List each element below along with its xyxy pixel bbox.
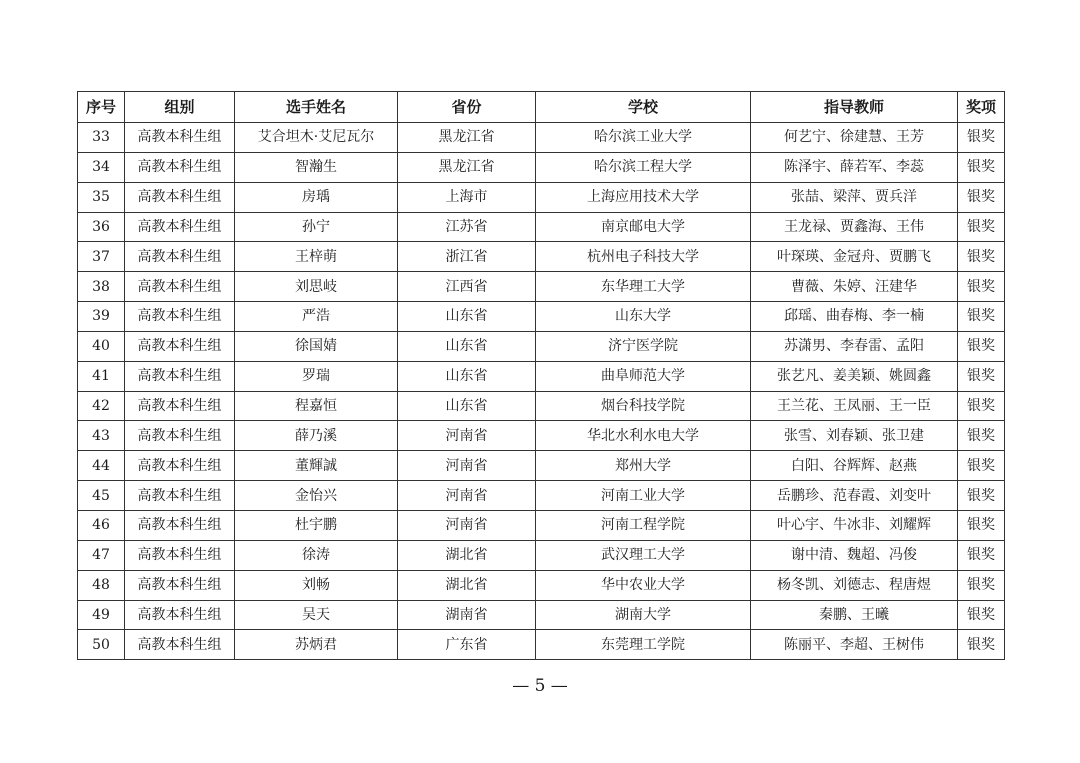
cell-group: 高教本科生组 <box>125 212 235 242</box>
cell-award: 银奖 <box>958 182 1005 212</box>
awards-table <box>77 91 1005 660</box>
cell-instructors: 岳鹏珍、范春霞、刘变叶 <box>751 481 958 511</box>
cell-province: 山东省 <box>398 302 536 332</box>
cell-seq-number: 47 <box>78 540 125 570</box>
column-header-group: 组别 <box>125 92 235 123</box>
cell-contestant-name: 智瀚生 <box>235 152 398 182</box>
table-row <box>78 123 1005 153</box>
cell-instructors: 张喆、梁萍、贾兵洋 <box>751 182 958 212</box>
cell-instructors: 叶心宇、牛冰非、刘耀辉 <box>751 510 958 540</box>
table-row <box>78 272 1005 302</box>
cell-group: 高教本科生组 <box>125 272 235 302</box>
cell-province: 江苏省 <box>398 212 536 242</box>
cell-group: 高教本科生组 <box>125 182 235 212</box>
cell-award: 银奖 <box>958 302 1005 332</box>
cell-award: 银奖 <box>958 481 1005 511</box>
cell-seq-number: 38 <box>78 272 125 302</box>
cell-seq-number: 33 <box>78 123 125 153</box>
cell-school: 湖南大学 <box>536 600 751 630</box>
cell-seq-number: 46 <box>78 510 125 540</box>
cell-award: 银奖 <box>958 152 1005 182</box>
cell-contestant-name: 徐国婧 <box>235 331 398 361</box>
cell-school: 武汉理工大学 <box>536 540 751 570</box>
cell-seq-number: 37 <box>78 242 125 272</box>
cell-group: 高教本科生组 <box>125 510 235 540</box>
table-row <box>78 421 1005 451</box>
cell-award: 银奖 <box>958 361 1005 391</box>
cell-province: 河南省 <box>398 510 536 540</box>
cell-group: 高教本科生组 <box>125 540 235 570</box>
cell-instructors: 杨冬凯、刘德志、程唐煜 <box>751 570 958 600</box>
cell-award: 银奖 <box>958 331 1005 361</box>
cell-group: 高教本科生组 <box>125 600 235 630</box>
cell-seq-number: 41 <box>78 361 125 391</box>
cell-province: 山东省 <box>398 331 536 361</box>
cell-school: 曲阜师范大学 <box>536 361 751 391</box>
cell-school: 杭州电子科技大学 <box>536 242 751 272</box>
cell-contestant-name: 孙宁 <box>235 212 398 242</box>
cell-school: 河南工业大学 <box>536 481 751 511</box>
table-row <box>78 510 1005 540</box>
cell-province: 上海市 <box>398 182 536 212</box>
cell-seq-number: 40 <box>78 331 125 361</box>
cell-group: 高教本科生组 <box>125 451 235 481</box>
cell-instructors: 陈丽平、李超、王树伟 <box>751 630 958 660</box>
cell-province: 河南省 <box>398 421 536 451</box>
cell-school: 烟台科技学院 <box>536 391 751 421</box>
cell-group: 高教本科生组 <box>125 123 235 153</box>
table-row <box>78 570 1005 600</box>
table-row <box>78 242 1005 272</box>
cell-school: 哈尔滨工业大学 <box>536 123 751 153</box>
cell-contestant-name: 吴天 <box>235 600 398 630</box>
cell-instructors: 曹薇、朱婷、汪建华 <box>751 272 958 302</box>
cell-school: 哈尔滨工程大学 <box>536 152 751 182</box>
cell-instructors: 张雪、刘春颖、张卫建 <box>751 421 958 451</box>
cell-contestant-name: 杜宇鹏 <box>235 510 398 540</box>
cell-province: 湖南省 <box>398 600 536 630</box>
table-row <box>78 630 1005 660</box>
cell-seq-number: 48 <box>78 570 125 600</box>
cell-contestant-name: 金怡兴 <box>235 481 398 511</box>
table-row <box>78 182 1005 212</box>
cell-award: 银奖 <box>958 540 1005 570</box>
column-header-contestant-name: 选手姓名 <box>235 92 398 123</box>
cell-instructors: 叶琛瑛、金冠舟、贾鹏飞 <box>751 242 958 272</box>
cell-seq-number: 50 <box>78 630 125 660</box>
cell-group: 高教本科生组 <box>125 152 235 182</box>
cell-award: 银奖 <box>958 570 1005 600</box>
cell-seq-number: 34 <box>78 152 125 182</box>
table-row <box>78 481 1005 511</box>
cell-award: 银奖 <box>958 451 1005 481</box>
cell-school: 东华理工大学 <box>536 272 751 302</box>
cell-school: 上海应用技术大学 <box>536 182 751 212</box>
cell-seq-number: 45 <box>78 481 125 511</box>
cell-contestant-name: 徐涛 <box>235 540 398 570</box>
cell-award: 银奖 <box>958 630 1005 660</box>
cell-group: 高教本科生组 <box>125 391 235 421</box>
column-header-seq-number: 序号 <box>78 92 125 123</box>
cell-seq-number: 35 <box>78 182 125 212</box>
table-row <box>78 302 1005 332</box>
cell-group: 高教本科生组 <box>125 361 235 391</box>
table-row <box>78 391 1005 421</box>
cell-province: 浙江省 <box>398 242 536 272</box>
cell-province: 江西省 <box>398 272 536 302</box>
cell-award: 银奖 <box>958 600 1005 630</box>
cell-province: 湖北省 <box>398 570 536 600</box>
cell-school: 华中农业大学 <box>536 570 751 600</box>
cell-award: 银奖 <box>958 242 1005 272</box>
cell-contestant-name: 刘畅 <box>235 570 398 600</box>
cell-province: 河南省 <box>398 451 536 481</box>
cell-school: 华北水利水电大学 <box>536 421 751 451</box>
column-header-province: 省份 <box>398 92 536 123</box>
cell-award: 银奖 <box>958 510 1005 540</box>
table-body <box>78 123 1005 660</box>
cell-contestant-name: 薛乃溪 <box>235 421 398 451</box>
cell-seq-number: 36 <box>78 212 125 242</box>
cell-seq-number: 39 <box>78 302 125 332</box>
cell-province: 山东省 <box>398 361 536 391</box>
cell-school: 河南工程学院 <box>536 510 751 540</box>
cell-province: 黑龙江省 <box>398 123 536 153</box>
cell-school: 山东大学 <box>536 302 751 332</box>
cell-province: 广东省 <box>398 630 536 660</box>
cell-instructors: 秦鹏、王曦 <box>751 600 958 630</box>
table-row <box>78 451 1005 481</box>
cell-contestant-name: 董輝誠 <box>235 451 398 481</box>
table-row <box>78 600 1005 630</box>
cell-seq-number: 42 <box>78 391 125 421</box>
cell-group: 高教本科生组 <box>125 481 235 511</box>
cell-contestant-name: 严浩 <box>235 302 398 332</box>
cell-contestant-name: 艾合坦木·艾尼瓦尔 <box>235 123 398 153</box>
cell-seq-number: 49 <box>78 600 125 630</box>
cell-instructors: 苏潇男、李春雷、孟阳 <box>751 331 958 361</box>
column-header-school: 学校 <box>536 92 751 123</box>
cell-contestant-name: 刘思岐 <box>235 272 398 302</box>
cell-instructors: 陈泽宇、薛若军、李蕊 <box>751 152 958 182</box>
table-row <box>78 331 1005 361</box>
table-row <box>78 212 1005 242</box>
cell-contestant-name: 苏炳君 <box>235 630 398 660</box>
cell-instructors: 张艺凡、姜美颖、姚圆鑫 <box>751 361 958 391</box>
cell-instructors: 何艺宁、徐建慧、王芳 <box>751 123 958 153</box>
column-header-instructors: 指导教师 <box>751 92 958 123</box>
table-header-row <box>78 92 1005 123</box>
cell-province: 河南省 <box>398 481 536 511</box>
cell-award: 银奖 <box>958 272 1005 302</box>
cell-instructors: 王龙禄、贾鑫海、王伟 <box>751 212 958 242</box>
cell-group: 高教本科生组 <box>125 302 235 332</box>
cell-school: 东莞理工学院 <box>536 630 751 660</box>
cell-school: 南京邮电大学 <box>536 212 751 242</box>
cell-instructors: 白阳、谷辉辉、赵燕 <box>751 451 958 481</box>
cell-group: 高教本科生组 <box>125 570 235 600</box>
cell-province: 山东省 <box>398 391 536 421</box>
cell-contestant-name: 罗瑞 <box>235 361 398 391</box>
cell-province: 湖北省 <box>398 540 536 570</box>
table-row <box>78 540 1005 570</box>
table-row <box>78 361 1005 391</box>
cell-contestant-name: 房瑀 <box>235 182 398 212</box>
cell-award: 银奖 <box>958 391 1005 421</box>
cell-award: 银奖 <box>958 421 1005 451</box>
cell-seq-number: 43 <box>78 421 125 451</box>
cell-contestant-name: 王梓萌 <box>235 242 398 272</box>
cell-contestant-name: 程嘉恒 <box>235 391 398 421</box>
cell-instructors: 谢中清、魏超、冯俊 <box>751 540 958 570</box>
table-row <box>78 152 1005 182</box>
cell-group: 高教本科生组 <box>125 421 235 451</box>
cell-seq-number: 44 <box>78 451 125 481</box>
cell-school: 郑州大学 <box>536 451 751 481</box>
cell-group: 高教本科生组 <box>125 630 235 660</box>
cell-school: 济宁医学院 <box>536 331 751 361</box>
column-header-award: 奖项 <box>958 92 1005 123</box>
cell-award: 银奖 <box>958 212 1005 242</box>
cell-award: 银奖 <box>958 123 1005 153</box>
cell-province: 黑龙江省 <box>398 152 536 182</box>
cell-group: 高教本科生组 <box>125 331 235 361</box>
page-number: — 5 — <box>512 676 568 696</box>
cell-group: 高教本科生组 <box>125 242 235 272</box>
cell-instructors: 王兰花、王凤丽、王一臣 <box>751 391 958 421</box>
cell-instructors: 邱瑶、曲春梅、李一楠 <box>751 302 958 332</box>
